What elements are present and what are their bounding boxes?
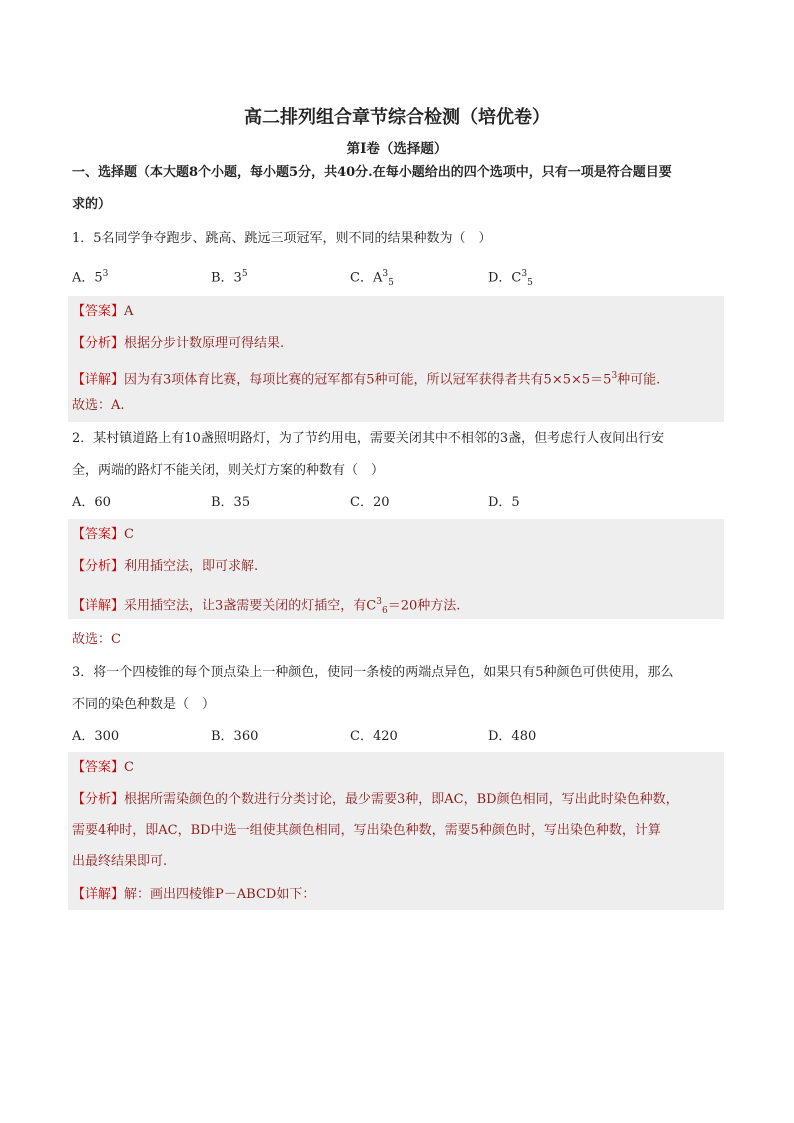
q2-analysis: 【分析】利用插空法，即可求解. [72, 559, 259, 574]
q1-solution-box [68, 296, 724, 422]
q1-detail: 【详解】因为有3项体育比赛，每项比赛的冠军都有5种可能，所以冠军获得者共有$5\times 5\times 5=5^3$种可能. [72, 371, 661, 388]
q1-answer: 【答案】A [72, 304, 134, 319]
q1-option-b: B．$3^5$ [211, 269, 248, 286]
q3-analysis-line2: 需要4种时，即AC，BD中选一组使其颜色相同，写出染色种数，需要5种颜色时，写出染色种数，计算 [72, 823, 661, 838]
q3-answer: 【答案】C [72, 760, 134, 775]
q3-option-b: B．360 [211, 729, 259, 744]
q2-option-b: B．35 [211, 495, 251, 510]
page-title: 高二排列组合章节综合检测（培优卷） [244, 107, 550, 128]
section-subtitle: 第Ⅰ卷（选择题） [346, 141, 448, 157]
q1-option-c: C．$A^3_5$ [350, 269, 394, 288]
q3-analysis-line1: 【分析】根据所需染颜色的个数进行分类讨论，最少需要3种，即AC，BD颜色相同，写出此时染色种数， [72, 792, 679, 807]
section-instructions-line1: 一、选择题（本大题8个小题，每小题5分，共40分.在每小题给出的四个选项中，只有一项是符合题目要 [72, 165, 672, 180]
q3-detail: 【详解】解：画出四棱锥P－ABCD如下： [72, 887, 316, 902]
q2-option-c: C．20 [350, 495, 390, 510]
q1-option-a: A．$5^3$ [72, 269, 109, 286]
q1-choice: 故选：A. [72, 398, 125, 413]
q1-stem: 1．5名同学争夺跑步、跳高、跳远三项冠军，则不同的结果种数为（ ） [72, 231, 492, 246]
q3-option-c: C．420 [350, 729, 398, 744]
q2-answer: 【答案】C [72, 527, 134, 542]
q1-option-d: D．$C^3_5$ [488, 269, 533, 288]
q2-option-d: D．5 [488, 495, 520, 510]
q2-choice: 故选：C [72, 632, 121, 647]
q3-analysis-line3: 出最终结果即可. [72, 854, 168, 869]
q2-stem-line1: 2．某村镇道路上有10盏照明路灯，为了节约用电，需要关闭其中不相邻的3盏，但考虑行人夜间出行安 [72, 431, 665, 446]
q3-stem-line2: 不同的染色种数是（ ） [72, 697, 216, 712]
q2-detail: 【详解】采用插空法，让3盏需要关闭的灯插空，有$C^3_6=20$种方法. [72, 597, 461, 616]
q3-stem-line1: 3．将一个四棱锥的每个顶点染上一种颜色，使同一条棱的两端点异色，如果只有5种颜色可供使用，那么 [72, 665, 674, 680]
q2-option-a: A．60 [72, 495, 111, 510]
q1-analysis: 【分析】根据分步计数原理可得结果. [72, 336, 285, 351]
q2-stem-line2: 全，两端的路灯不能关闭，则关灯方案的种数有（ ） [72, 463, 385, 478]
q3-option-d: D．480 [488, 729, 537, 744]
q3-option-a: A．300 [72, 729, 120, 744]
section-instructions-line2: 求的） [72, 197, 112, 212]
